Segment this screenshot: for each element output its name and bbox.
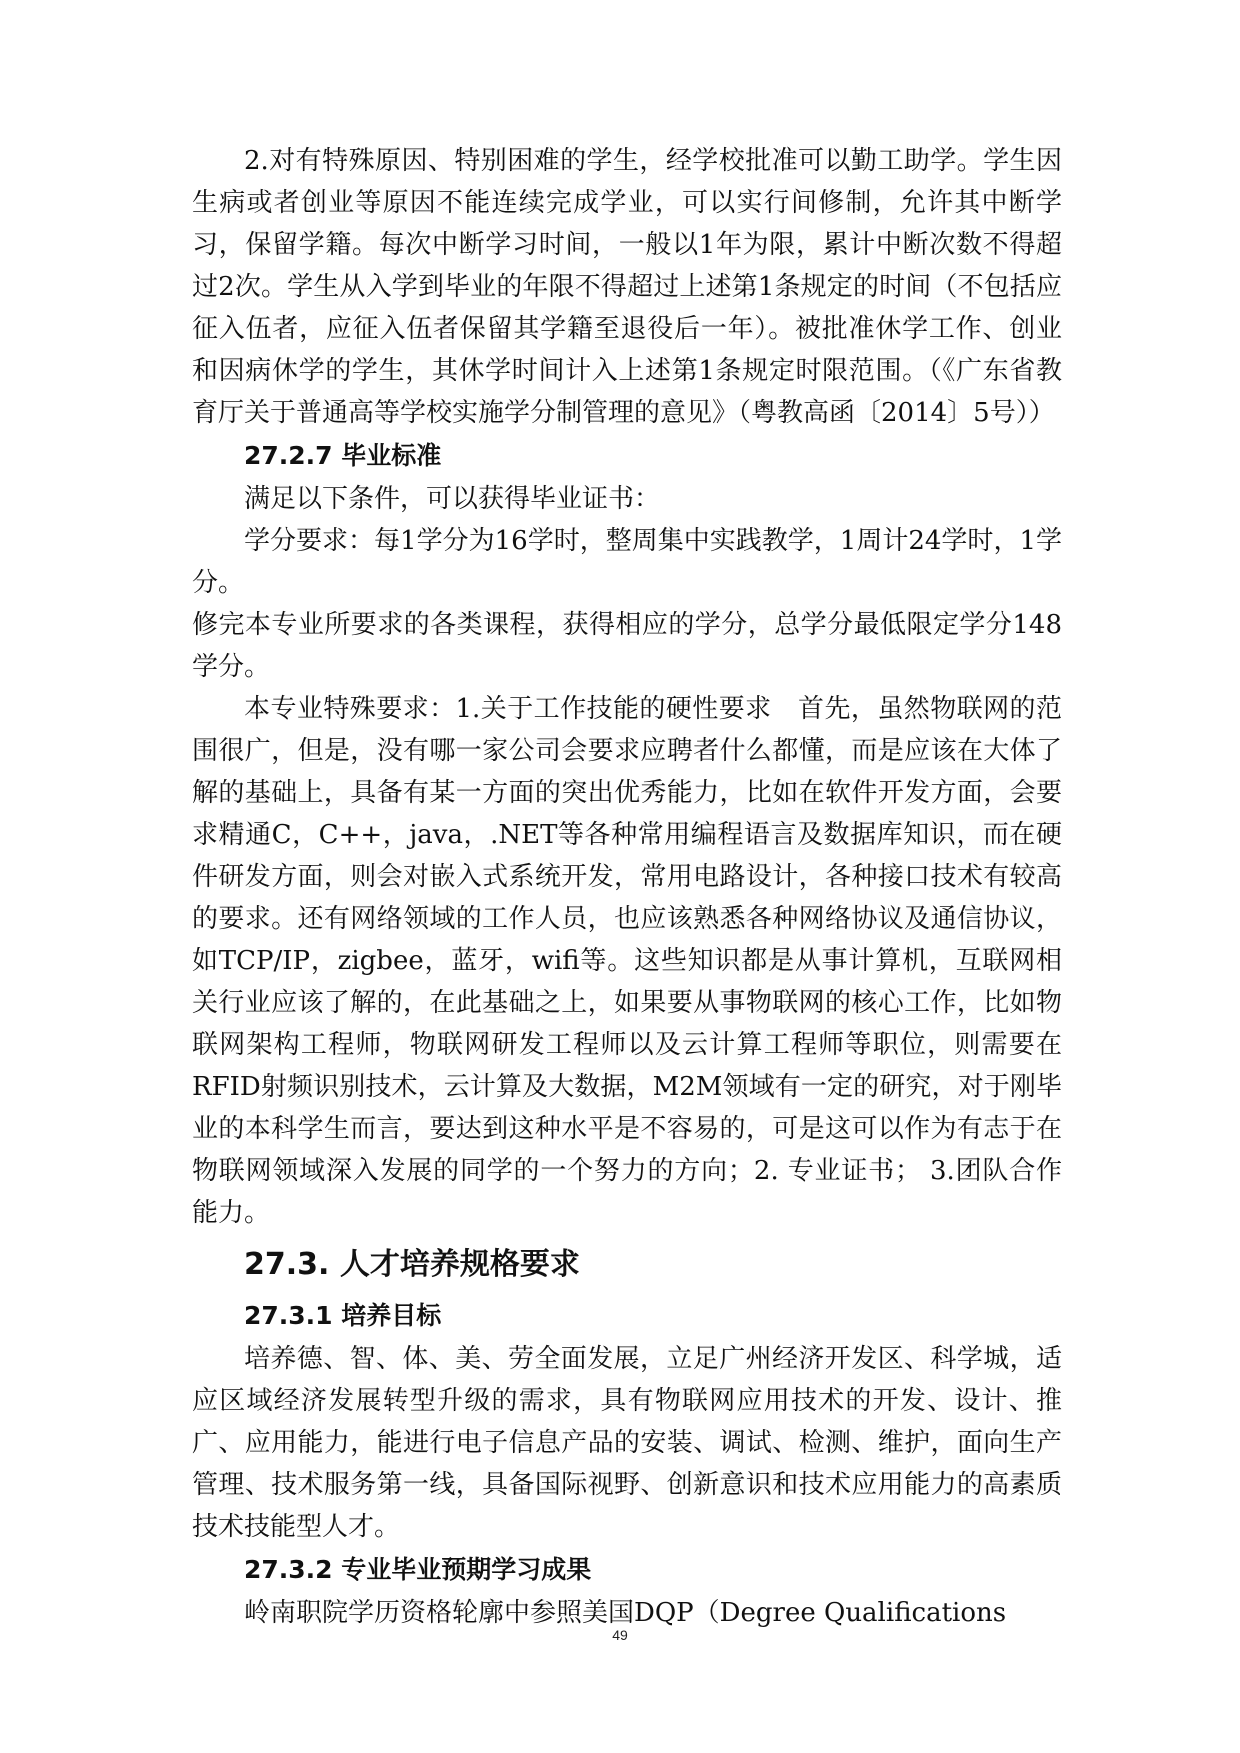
page-number: 49: [612, 1627, 628, 1643]
paragraph-study-interruption: 2.对有特殊原因、特别困难的学生，经学校批准可以勤工助学。学生因生病或者创业等原因不能连续完成学业，可以实行间修制，允许其中断学习，保留学籍。每次中断学习时间，一般以1年为限，累计中断次数不得超过2次。学生从入学到毕业的年限不得超过上述第1条规定的时间（不包括应征入伍者，应征入伍者保留其学籍至退役后一年）。被批准休学工作、创业和因病休学的学生，其休学时间计入上述第1条规定时限范围。（《广东省教育厅关于普通高等学校实施学分制管理的意见》（粤教高函〔2014〕5号））: [192, 146, 1062, 428]
paragraph-credit-requirements: 学分要求：每1学分为16学时，整周集中实践教学，1周计24学时，1学分。: [192, 526, 1062, 598]
document-body: [192, 140, 1062, 1634]
heading-talent-specifications: 27.3. 人才培养规格要求: [244, 1247, 580, 1282]
paragraph-special-requirements: 本专业特殊要求：1.关于工作技能的硬性要求 首先，虽然物联网的范围很广，但是，没有哪一家公司会要求应聘者什么都懂，而是应该在大体了解的基础上，具备有某一方面的突出优秀能力，比如在软件开发方面，会要求精通C，C++，java，.NET等各种常用编程语言及数据库知识，而在硬件研发方面，则会对嵌入式系统开发，常用电路设计，各种接口技术有较高的要求。还有网络领域的工作人员，也应该熟悉各种网络协议及通信协议，如TCP/IP，zigbee，蓝牙，wifi等。这些知识都是从事计算机，互联网相关行业应该了解的，在此基础之上，如果要从事物联网的核心工作，比如物联网架构工程师，物联网研发工程师以及云计算工程师等职位，则需要在RFID射频识别技术，云计算及大数据，M2M领域有一定的研究，对于刚毕业的本科学生而言，要达到这种水平是不容易的，可是这可以作为有志于在物联网领域深入发展的同学的一个努力的方向；2. 专业证书； 3.团队合作能力。: [192, 694, 1062, 1228]
paragraph-credit-total: 修完本专业所要求的各类课程，获得相应的学分，总学分最低限定学分148学分。: [192, 610, 1062, 682]
paragraph-training-objectives: 培养德、智、体、美、劳全面发展，立足广州经济开发区、科学城，适应区域经济发展转型升级的需求，具有物联网应用技术的开发、设计、推广、应用能力，能进行电子信息产品的安装、调试、检测、维护，面向生产管理、技术服务第一线，具备国际视野、创新意识和技术应用能力的高素质技术技能型人才。: [192, 1344, 1062, 1542]
heading-graduation-standard: 27.2.7 毕业标准: [244, 441, 442, 470]
heading-training-objectives: 27.3.1 培养目标: [244, 1301, 442, 1330]
heading-learning-outcomes: 27.3.2 专业毕业预期学习成果: [244, 1555, 592, 1584]
paragraph-dqp-reference: 岭南职院学历资格轮廓中参照美国DQP（Degree Qualifications: [244, 1598, 1007, 1628]
paragraph-conditions: 满足以下条件，可以获得毕业证书：: [244, 484, 661, 514]
